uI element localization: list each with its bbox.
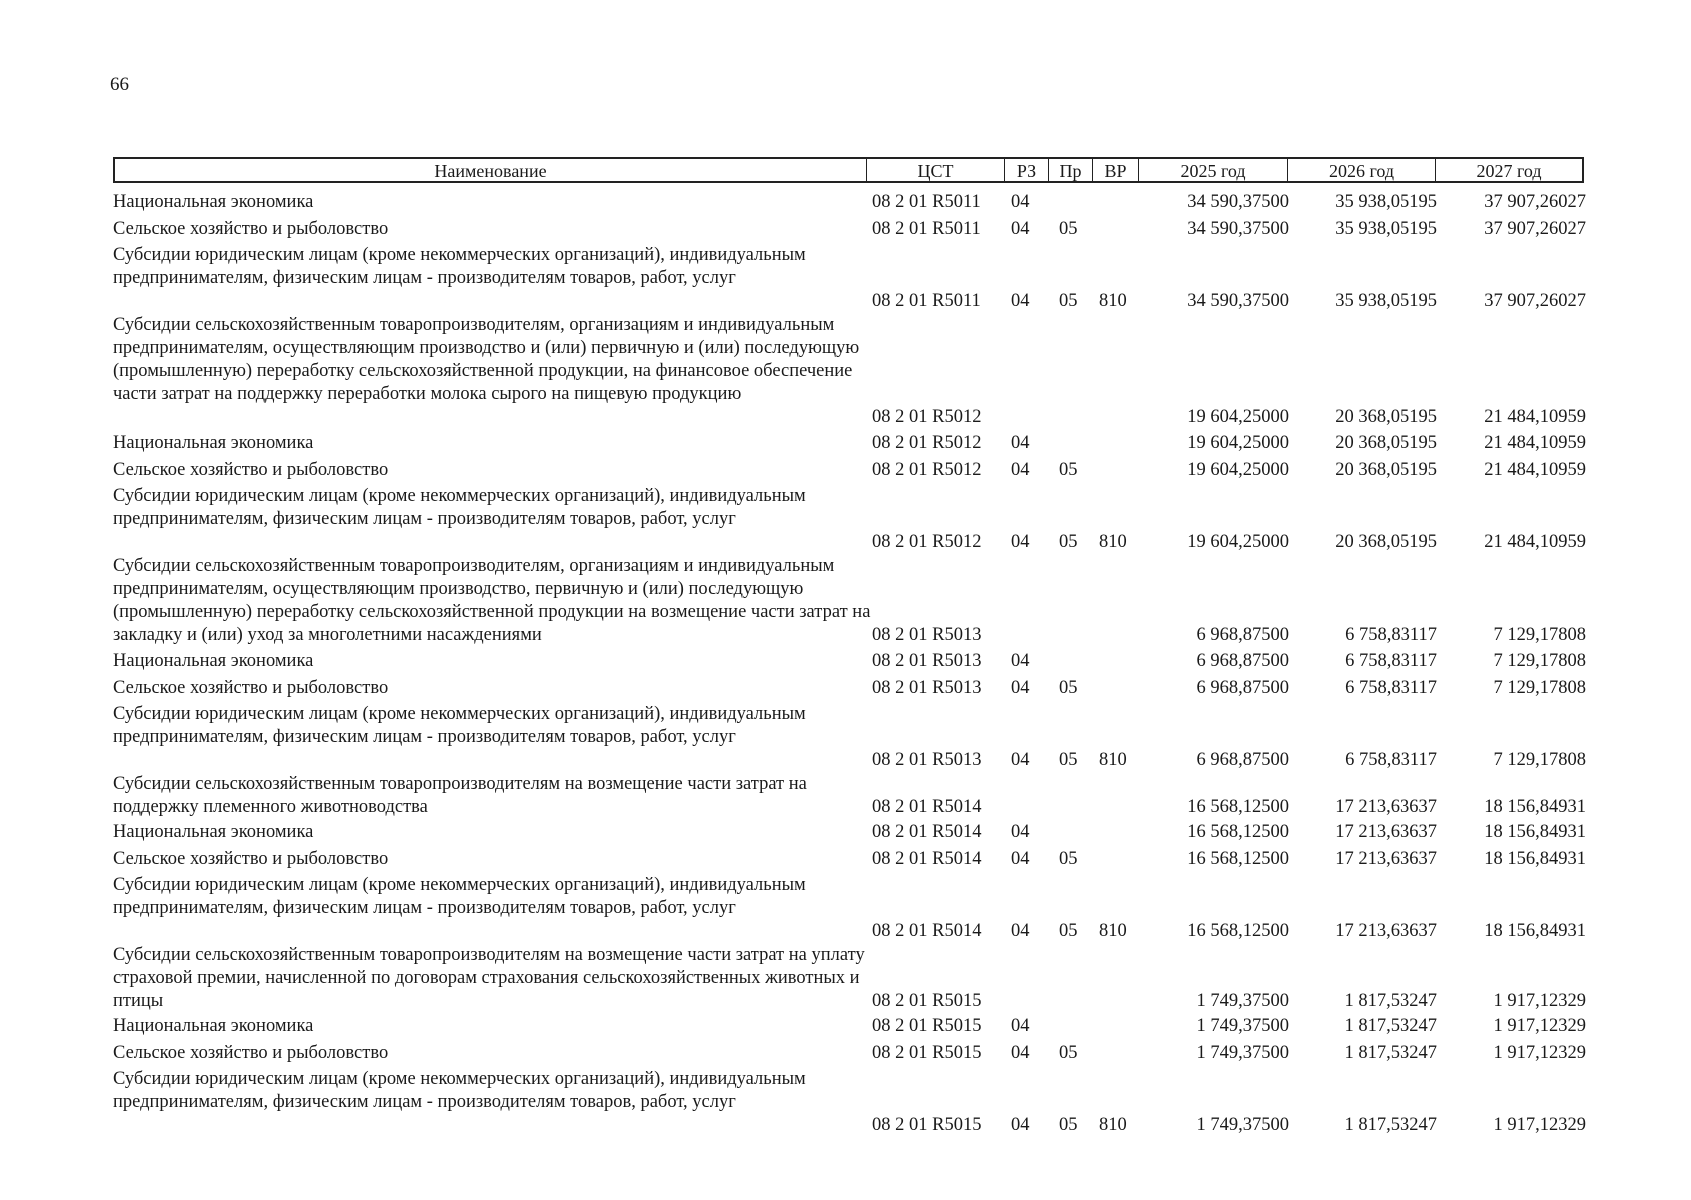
cell-rz: 04: [1011, 921, 1030, 941]
cell-y2026: 1 817,53247: [1344, 1016, 1437, 1036]
cell-cst: 08 2 01 R5013: [872, 750, 982, 770]
cell-cst: 08 2 01 R5012: [872, 460, 982, 480]
row-name: Субсидии юридическим лицам (кроме некоммерческих организаций), индивидуальным предпринимателям, физическим лицам - производителям товаров, работ, услуг: [113, 486, 806, 529]
table-row: [0, 314, 1691, 429]
table-row: [0, 1042, 1691, 1065]
row-values: [0, 821, 1691, 844]
cell-y2025: 19 604,25000: [1187, 407, 1289, 427]
row-values: [0, 1114, 1691, 1137]
cell-y2026: 17 213,63637: [1335, 921, 1437, 941]
row-name: Субсидии сельскохозяйственным товаропроизводителям на возмещение части затрат на поддержку племенного животноводства: [113, 774, 807, 817]
cell-y2026: 20 368,05195: [1335, 407, 1437, 427]
cell-y2027: 1 917,12329: [1493, 1043, 1586, 1063]
cell-y2027: 18 156,84931: [1484, 849, 1586, 869]
cell-vr: 810: [1099, 921, 1127, 941]
cell-y2025: 34 590,37500: [1187, 192, 1289, 212]
header-name: Наименование: [115, 159, 867, 181]
row-values: [0, 531, 1691, 554]
cell-y2026: 20 368,05195: [1335, 532, 1437, 552]
cell-cst: 08 2 01 R5015: [872, 1016, 982, 1036]
cell-y2026: 17 213,63637: [1335, 822, 1437, 842]
cell-vr: 810: [1099, 532, 1127, 552]
cell-y2025: 19 604,25000: [1187, 433, 1289, 453]
cell-y2026: 6 758,83117: [1345, 678, 1437, 698]
cell-pr: 05: [1059, 750, 1078, 770]
cell-cst: 08 2 01 R5014: [872, 921, 982, 941]
table-row: [0, 874, 1691, 943]
cell-cst: 08 2 01 R5014: [872, 822, 982, 842]
table-header: [113, 157, 1584, 183]
cell-y2025: 16 568,12500: [1187, 921, 1289, 941]
cell-y2027: 7 129,17808: [1493, 625, 1586, 645]
cell-y2027: 21 484,10959: [1484, 532, 1586, 552]
table-row: [0, 848, 1691, 871]
cell-y2027: 1 917,12329: [1493, 991, 1586, 1011]
cell-y2027: 37 907,26027: [1484, 219, 1586, 239]
cell-y2025: 1 749,37500: [1196, 1016, 1289, 1036]
cell-y2025: 16 568,12500: [1187, 849, 1289, 869]
cell-cst: 08 2 01 R5015: [872, 1043, 982, 1063]
cell-rz: 04: [1011, 750, 1030, 770]
table-row: [0, 944, 1691, 1013]
row-values: [0, 796, 1691, 819]
row-name: Субсидии юридическим лицам (кроме некоммерческих организаций), индивидуальным предпринимателям, физическим лицам - производителям товаров, работ, услуг: [113, 704, 806, 747]
cell-y2025: 16 568,12500: [1187, 822, 1289, 842]
header-cst: ЦСТ: [867, 159, 1005, 181]
row-values: [0, 218, 1691, 241]
cell-y2027: 7 129,17808: [1493, 678, 1586, 698]
row-values: [0, 1015, 1691, 1038]
row-name: Сельское хозяйство и рыболовство: [113, 678, 389, 698]
table-row: [0, 218, 1691, 241]
cell-rz: 04: [1011, 849, 1030, 869]
row-name: Субсидии сельскохозяйственным товаропроизводителям, организациям и индивидуальным предпринимателям, осуществляющим производство, первичную и (или) последующую (промышленную) переработку сельскохозяйственной продукции на возмещение части затрат на закладку и (или) уход за многолетними насаждениями: [113, 556, 871, 645]
cell-pr: 05: [1059, 219, 1078, 239]
cell-rz: 04: [1011, 1115, 1030, 1135]
cell-cst: 08 2 01 R5012: [872, 433, 982, 453]
row-values: [0, 920, 1691, 943]
table-row: [0, 650, 1691, 673]
cell-y2026: 1 817,53247: [1344, 1043, 1437, 1063]
cell-y2025: 34 590,37500: [1187, 219, 1289, 239]
cell-y2027: 1 917,12329: [1493, 1016, 1586, 1036]
cell-y2025: 1 749,37500: [1196, 1043, 1289, 1063]
table-row: [0, 555, 1691, 647]
cell-rz: 04: [1011, 1016, 1030, 1036]
cell-cst: 08 2 01 R5011: [872, 291, 981, 311]
cell-y2027: 21 484,10959: [1484, 407, 1586, 427]
cell-cst: 08 2 01 R5011: [872, 192, 981, 212]
row-name: Субсидии сельскохозяйственным товаропроизводителям на возмещение части затрат на уплату страховой премии, начисленной по договорам страхования сельскохозяйственных животных и птицы: [113, 945, 865, 1011]
row-values: [0, 749, 1691, 772]
cell-y2026: 35 938,05195: [1335, 192, 1437, 212]
table-row: [0, 459, 1691, 482]
cell-rz: 04: [1011, 192, 1030, 212]
cell-y2026: 20 368,05195: [1335, 460, 1437, 480]
cell-y2025: 6 968,87500: [1196, 750, 1289, 770]
cell-y2026: 6 758,83117: [1345, 625, 1437, 645]
row-values: [0, 1042, 1691, 1065]
cell-y2027: 21 484,10959: [1484, 433, 1586, 453]
cell-cst: 08 2 01 R5014: [872, 797, 982, 817]
cell-rz: 04: [1011, 219, 1030, 239]
cell-rz: 04: [1011, 532, 1030, 552]
cell-pr: 05: [1059, 1043, 1078, 1063]
cell-y2027: 18 156,84931: [1484, 822, 1586, 842]
cell-pr: 05: [1059, 532, 1078, 552]
table-row: [0, 703, 1691, 772]
row-values: [0, 432, 1691, 455]
cell-rz: 04: [1011, 291, 1030, 311]
row-values: [0, 191, 1691, 214]
row-values: [0, 990, 1691, 1013]
row-name: Субсидии юридическим лицам (кроме некоммерческих организаций), индивидуальным предпринимателям, физическим лицам - производителям товаров, работ, услуг: [113, 1069, 806, 1112]
header-2025: 2025 год: [1139, 159, 1288, 181]
cell-rz: 04: [1011, 651, 1030, 671]
row-values: [0, 677, 1691, 700]
cell-cst: 08 2 01 R5011: [872, 219, 981, 239]
header-2026: 2026 год: [1288, 159, 1436, 181]
cell-pr: 05: [1059, 460, 1078, 480]
cell-y2026: 6 758,83117: [1345, 750, 1437, 770]
cell-cst: 08 2 01 R5014: [872, 849, 982, 869]
cell-y2027: 18 156,84931: [1484, 797, 1586, 817]
row-values: [0, 290, 1691, 313]
row-name: Национальная экономика: [113, 433, 314, 453]
row-values: [0, 406, 1691, 429]
cell-pr: 05: [1059, 291, 1078, 311]
cell-y2025: 6 968,87500: [1196, 678, 1289, 698]
cell-y2026: 6 758,83117: [1345, 651, 1437, 671]
cell-y2027: 7 129,17808: [1493, 651, 1586, 671]
cell-y2027: 18 156,84931: [1484, 921, 1586, 941]
row-name: Национальная экономика: [113, 1016, 314, 1036]
row-values: [0, 624, 1691, 647]
cell-rz: 04: [1011, 433, 1030, 453]
cell-cst: 08 2 01 R5012: [872, 407, 982, 427]
row-name: Субсидии юридическим лицам (кроме некоммерческих организаций), индивидуальным предпринимателям, физическим лицам - производителям товаров, работ, услуг: [113, 245, 806, 288]
header-rz: РЗ: [1005, 159, 1049, 181]
cell-y2026: 17 213,63637: [1335, 849, 1437, 869]
row-name: Национальная экономика: [113, 822, 314, 842]
cell-y2026: 35 938,05195: [1335, 219, 1437, 239]
cell-cst: 08 2 01 R5015: [872, 991, 982, 1011]
row-name: Национальная экономика: [113, 651, 314, 671]
cell-y2025: 6 968,87500: [1196, 625, 1289, 645]
cell-pr: 05: [1059, 921, 1078, 941]
table-row: [0, 773, 1691, 819]
row-name: Сельское хозяйство и рыболовство: [113, 1043, 389, 1063]
cell-y2027: 37 907,26027: [1484, 291, 1586, 311]
cell-rz: 04: [1011, 1043, 1030, 1063]
cell-y2025: 19 604,25000: [1187, 532, 1289, 552]
header-vr: ВР: [1093, 159, 1139, 181]
cell-y2025: 19 604,25000: [1187, 460, 1289, 480]
cell-rz: 04: [1011, 678, 1030, 698]
table-row: [0, 485, 1691, 554]
row-name: Субсидии сельскохозяйственным товаропроизводителям, организациям и индивидуальным предпринимателям, осуществляющим производство и (или) первичную и (или) последующую (промышленную) переработку сельскохозяйственной продукции, на финансовое обеспечение части затрат на поддержку переработки молока сырого на пищевую продукцию: [113, 315, 860, 404]
cell-y2025: 34 590,37500: [1187, 291, 1289, 311]
cell-vr: 810: [1099, 750, 1127, 770]
table-row: [0, 244, 1691, 313]
cell-y2026: 1 817,53247: [1344, 991, 1437, 1011]
header-2027: 2027 год: [1476, 161, 1542, 181]
cell-y2026: 35 938,05195: [1335, 291, 1437, 311]
cell-y2025: 16 568,12500: [1187, 797, 1289, 817]
cell-rz: 04: [1011, 460, 1030, 480]
row-name: Субсидии юридическим лицам (кроме некоммерческих организаций), индивидуальным предпринимателям, физическим лицам - производителям товаров, работ, услуг: [113, 875, 806, 918]
row-name: Сельское хозяйство и рыболовство: [113, 849, 389, 869]
cell-y2025: 1 749,37500: [1196, 991, 1289, 1011]
cell-y2025: 6 968,87500: [1196, 651, 1289, 671]
table-row: [0, 191, 1691, 214]
cell-y2026: 20 368,05195: [1335, 433, 1437, 453]
cell-cst: 08 2 01 R5012: [872, 532, 982, 552]
page-number: 66: [110, 74, 129, 95]
cell-vr: 810: [1099, 1115, 1127, 1135]
cell-y2027: 21 484,10959: [1484, 460, 1586, 480]
cell-cst: 08 2 01 R5013: [872, 651, 982, 671]
cell-y2026: 1 817,53247: [1344, 1115, 1437, 1135]
cell-pr: 05: [1059, 678, 1078, 698]
cell-rz: 04: [1011, 822, 1030, 842]
cell-y2027: 37 907,26027: [1484, 192, 1586, 212]
cell-cst: 08 2 01 R5013: [872, 625, 982, 645]
row-values: [0, 650, 1691, 673]
cell-cst: 08 2 01 R5013: [872, 678, 982, 698]
cell-pr: 05: [1059, 1115, 1078, 1135]
cell-y2027: 1 917,12329: [1493, 1115, 1586, 1135]
table-row: [0, 821, 1691, 844]
cell-cst: 08 2 01 R5015: [872, 1115, 982, 1135]
cell-vr: 810: [1099, 291, 1127, 311]
cell-y2027: 7 129,17808: [1493, 750, 1586, 770]
table-row: [0, 677, 1691, 700]
header-pr: Пр: [1049, 159, 1093, 181]
cell-y2026: 17 213,63637: [1335, 797, 1437, 817]
cell-pr: 05: [1059, 849, 1078, 869]
cell-y2025: 1 749,37500: [1196, 1115, 1289, 1135]
row-values: [0, 848, 1691, 871]
row-name: Сельское хозяйство и рыболовство: [113, 219, 389, 239]
row-name: Сельское хозяйство и рыболовство: [113, 460, 389, 480]
row-name: Национальная экономика: [113, 192, 314, 212]
table-row: [0, 1068, 1691, 1137]
table-row: [0, 1015, 1691, 1038]
table-row: [0, 432, 1691, 455]
row-values: [0, 459, 1691, 482]
